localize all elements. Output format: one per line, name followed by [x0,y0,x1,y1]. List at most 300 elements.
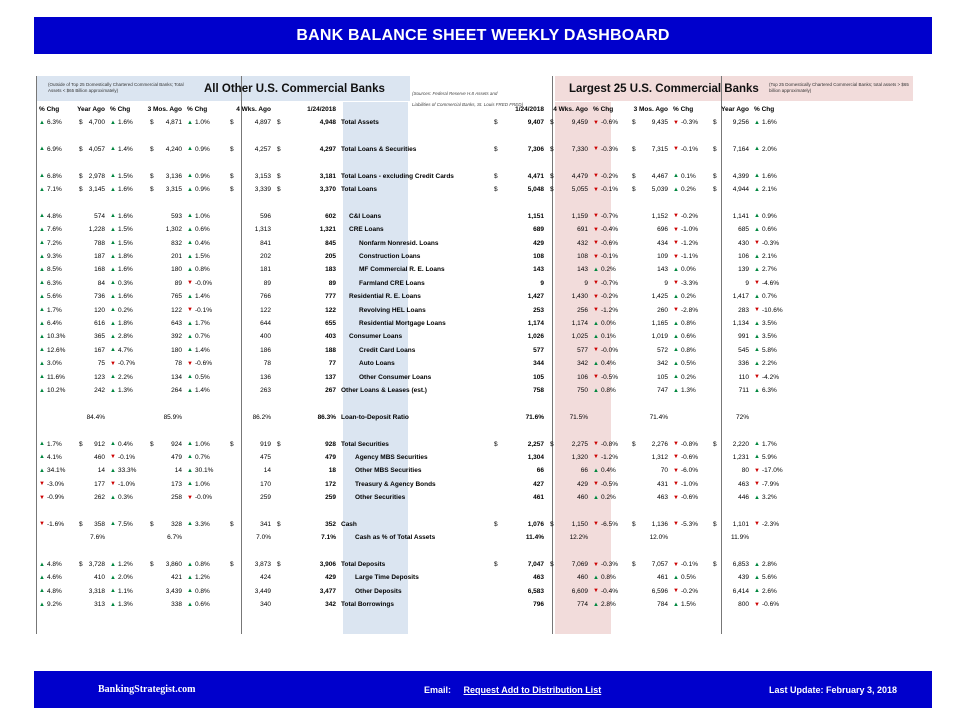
current-value: 4,297 [319,145,336,153]
up-arrow-icon: ▲ [673,601,679,608]
dollar-sign [274,491,282,504]
cell [752,411,760,424]
current-value: 9,407 [527,119,544,127]
pct-change: 1.0% [195,119,210,127]
pct-change: -0.7% [118,360,135,368]
dollar-sign [76,237,84,250]
up-arrow-icon: ▲ [754,574,760,581]
dollar-sign [710,344,718,357]
dollar-sign: $ [632,172,636,180]
down-arrow-icon: ▼ [593,253,599,260]
dollar-sign [274,571,282,584]
dollar-sign [274,277,282,290]
up-arrow-icon: ▲ [673,173,679,180]
pct-change: -3.0% [47,480,64,488]
dollar-sign [274,210,282,223]
down-arrow-icon: ▼ [39,521,45,528]
current-value: 7,306 [527,145,544,153]
source-note-line-1: (Sources: Federal Reserve H.8 Assets and [412,91,498,96]
value: 122 [171,306,182,314]
row-label: Farmland CRE Loans [359,279,425,287]
up-arrow-icon: ▲ [187,266,193,273]
up-arrow-icon: ▲ [754,186,760,193]
pct-change: 0.7% [195,453,210,461]
row-label: Residential R. E. Loans [349,293,421,301]
current-value: 1,076 [527,520,544,528]
current-value: 342 [325,601,336,609]
dollar-sign [274,384,282,397]
balance-sheet-table [37,102,794,611]
row-label: Total Loans & Securities [341,145,417,153]
current-value: 655 [325,320,336,328]
pct-change: 0.8% [195,561,210,569]
dollar-sign [227,237,235,250]
pct-change: -0.2% [601,172,618,180]
down-arrow-icon: ▼ [593,454,599,461]
up-arrow-icon: ▲ [39,574,45,581]
cell [37,531,45,544]
dollar-sign [547,237,555,250]
current-value: 2,257 [527,440,544,448]
up-arrow-icon: ▲ [187,467,193,474]
row-label: Loan-to-Deposit Ratio [341,413,409,421]
value: 14 [174,467,182,475]
dollar-sign [629,237,637,250]
table-row [37,250,794,263]
value: 7,164 [732,145,749,153]
value: 110 [738,373,749,381]
dollar-sign: $ [230,561,234,569]
pct-change: 0.0% [601,320,616,328]
dollar-sign [76,411,84,424]
left-panel-note: (Outside of Top 25 Domestically Chartered Commercial Banks; Total Assets < $65 Billion approximately) [48,82,184,93]
email-label: Email: [424,684,452,695]
value: 1,134 [732,320,749,328]
value: 11.9% [731,534,749,542]
dollar-sign [491,451,499,464]
table-row [37,183,794,196]
value: 6.7% [167,534,182,542]
dollar-sign [710,491,718,504]
dollar-sign [491,290,499,303]
row-label: Nonfarm Nonresid. Loans [359,239,439,247]
dollar-sign: $ [550,520,554,528]
dollar-sign [629,250,637,263]
down-arrow-icon: ▼ [593,240,599,247]
pct-change [679,531,710,544]
up-arrow-icon: ▲ [39,240,45,247]
dollar-sign [491,223,499,236]
value: 3,873 [254,561,271,569]
dollar-sign: $ [713,561,717,569]
value: 338 [171,601,182,609]
up-arrow-icon: ▲ [110,307,116,314]
current-value: 3,906 [319,561,336,569]
value: 1,313 [254,226,271,234]
row-label: Consumer Loans [349,333,403,341]
pct-change: -0.3% [601,561,618,569]
down-arrow-icon: ▼ [673,588,679,595]
source-note-line-2: Liabilities of Commercial Banks, St. Louis FRED FRED) [412,102,524,107]
pct-change: -1.2% [601,453,618,461]
value: 788 [94,239,105,247]
dollar-sign [491,384,499,397]
down-arrow-icon: ▼ [187,280,193,287]
pct-change: -0.1% [601,186,618,194]
dollar-sign [147,585,155,598]
current-value: 1,321 [319,226,336,234]
value: 5,055 [571,186,588,194]
value: 784 [657,601,668,609]
value: 461 [657,574,668,582]
down-arrow-icon: ▼ [673,454,679,461]
row-label: Total Borrowings [341,601,394,609]
dollar-sign [147,451,155,464]
pct-change: 2.8% [118,333,133,341]
down-arrow-icon: ▼ [673,467,679,474]
pct-change: 12.6% [47,346,66,354]
value: 258 [171,494,182,502]
value: 365 [94,333,105,341]
pct-change: 30.1% [195,467,214,475]
pct-change: 4.8% [47,561,62,569]
pct-change: 1.6% [118,212,133,220]
pct-change: 6.4% [47,320,62,328]
pct-change: -0.0% [601,346,618,354]
current-value: 577 [533,346,544,354]
up-arrow-icon: ▲ [187,213,193,220]
pct-change: 6.3% [47,279,62,287]
value: 7.6% [90,534,105,542]
value: 4,467 [651,172,668,180]
current-value: 205 [325,253,336,261]
down-arrow-icon: ▼ [673,481,679,488]
up-arrow-icon: ▲ [39,146,45,153]
dollar-sign [491,585,499,598]
up-arrow-icon: ▲ [187,146,193,153]
table-row [37,290,794,303]
current-value: 1,174 [527,320,544,328]
up-arrow-icon: ▲ [110,146,116,153]
dollar-sign [547,210,555,223]
row-label: Total Securities [341,440,389,448]
up-arrow-icon: ▲ [110,226,116,233]
row-label: Large Time Deposits [355,574,419,582]
up-arrow-icon: ▲ [110,119,116,126]
up-arrow-icon: ▲ [593,320,599,327]
pct-change: 1.4% [118,145,133,153]
up-arrow-icon: ▲ [593,360,599,367]
up-arrow-icon: ▲ [39,320,45,327]
value: 12.0% [649,534,668,542]
pct-change: 7.2% [47,239,62,247]
value: 263 [260,387,271,394]
dollar-sign [76,384,84,397]
dollar-sign [274,250,282,263]
up-arrow-icon: ▲ [187,119,193,126]
down-arrow-icon: ▼ [673,240,679,247]
dollar-sign: $ [550,186,554,194]
value: 109 [657,253,668,261]
value: 1,231 [732,453,749,461]
table-row [37,411,794,424]
up-arrow-icon: ▲ [754,253,760,260]
up-arrow-icon: ▲ [187,454,193,461]
up-arrow-icon: ▲ [110,574,116,581]
dollar-sign [710,223,718,236]
pct-change: -0.4% [601,226,618,234]
dollar-sign: $ [713,186,717,194]
current-value: 108 [533,253,544,261]
value: 2,275 [571,440,588,448]
pct-change: 2.7% [762,266,777,274]
dollar-sign [710,290,718,303]
value: 14 [97,467,105,475]
pct-change: 4.1% [47,453,62,461]
value: 574 [94,212,105,220]
up-arrow-icon: ▲ [39,333,45,340]
spacer-cell [37,397,794,410]
table-row [37,116,794,129]
value: 340 [260,601,271,609]
value: 6,853 [732,561,749,569]
value: 313 [94,601,105,609]
spacer-row [37,504,794,517]
value: 341 [260,520,271,528]
value: 134 [171,373,182,381]
dollar-sign [274,451,282,464]
value: 187 [94,253,105,261]
distribution-list-link[interactable]: Request Add to Distribution List [463,684,602,695]
pct-change: 5.6% [47,293,62,301]
value: 4,897 [254,119,271,127]
dollar-sign: $ [230,440,234,448]
down-arrow-icon: ▼ [673,226,679,233]
dollar-sign [629,303,637,316]
pct-change: -10.6% [762,306,783,314]
dollar-sign [76,531,84,544]
pct-change: -0.0% [195,494,212,502]
current-value: 429 [325,574,336,582]
dollar-sign [491,303,499,316]
row-label: Treasury & Agency Bonds [355,480,436,488]
down-arrow-icon: ▼ [754,601,760,608]
dollar-sign [274,370,282,383]
up-arrow-icon: ▲ [754,213,760,220]
dollar-sign [547,357,555,370]
current-value: 4,471 [527,172,544,180]
dollar-sign [274,598,282,611]
pct-change: 8.5% [47,266,62,274]
column-header: 3 Mos. Ago [633,105,668,113]
value: 71.4% [649,413,668,421]
dollar-sign: $ [713,440,717,448]
current-value: 758 [533,387,544,394]
down-arrow-icon: ▼ [593,374,599,381]
pct-change [760,531,794,544]
current-value: 796 [533,601,544,609]
up-arrow-icon: ▲ [110,494,116,501]
up-arrow-icon: ▲ [187,293,193,300]
dollar-sign [710,585,718,598]
down-arrow-icon: ▼ [754,521,760,528]
current-value: 11.4% [525,534,544,542]
dollar-sign [147,464,155,477]
up-arrow-icon: ▲ [39,588,45,595]
dollar-sign [76,451,84,464]
up-arrow-icon: ▲ [593,574,599,581]
dollar-sign [76,478,84,491]
row-label: Agency MBS Securities [355,453,428,461]
dollar-sign [629,531,637,544]
dollar-sign [547,571,555,584]
value: 545 [738,346,749,354]
dollar-sign [147,250,155,263]
value: 4,871 [165,119,182,127]
down-arrow-icon: ▼ [187,360,193,367]
up-arrow-icon: ▲ [754,119,760,126]
table-row [37,518,794,531]
table-row [37,531,794,544]
row-label: Other Consumer Loans [359,373,432,381]
value: 460 [577,574,588,582]
value: 6,414 [732,587,749,595]
dollar-sign: $ [494,520,498,528]
dollar-sign [227,330,235,343]
dollar-sign [227,263,235,276]
dollar-sign [710,357,718,370]
pct-change: 5.6% [762,574,777,582]
up-arrow-icon: ▲ [187,561,193,568]
value: 173 [171,480,182,488]
table-row [37,277,794,290]
value: 4,700 [88,119,105,127]
down-arrow-icon: ▼ [593,441,599,448]
column-header: 4 Wks. Ago [553,105,588,113]
current-value: 253 [533,306,544,314]
dollar-sign [547,223,555,236]
up-arrow-icon: ▲ [187,173,193,180]
pct-change: -1.2% [601,306,618,314]
value: 430 [738,239,749,247]
dollar-sign [710,237,718,250]
current-value: 3,477 [319,587,336,595]
value: 593 [171,212,182,220]
value: 6,609 [571,587,588,595]
value: 9,459 [571,119,588,127]
table-row [37,451,794,464]
up-arrow-icon: ▲ [39,441,45,448]
up-arrow-icon: ▲ [39,347,45,354]
dollar-sign [227,370,235,383]
current-value: 777 [325,293,336,301]
dollar-sign [274,223,282,236]
value: 460 [94,453,105,461]
down-arrow-icon: ▼ [754,280,760,287]
pct-change: -1.2% [681,239,698,247]
up-arrow-icon: ▲ [754,347,760,354]
dollar-sign [629,223,637,236]
dollar-sign [710,571,718,584]
up-arrow-icon: ▲ [754,333,760,340]
dollar-sign: $ [632,119,636,127]
table-row [37,263,794,276]
value: 2,978 [88,172,105,180]
pct-change: -0.1% [681,145,698,153]
down-arrow-icon: ▼ [593,347,599,354]
dollar-sign: $ [150,440,154,448]
row-label: Total Deposits [341,561,386,569]
value: 919 [260,440,271,448]
up-arrow-icon: ▲ [110,293,116,300]
down-arrow-icon: ▼ [673,253,679,260]
dollar-sign [629,464,637,477]
up-arrow-icon: ▲ [673,266,679,273]
up-arrow-icon: ▲ [187,574,193,581]
value: 1,141 [732,212,749,220]
current-value: 18 [328,467,336,475]
down-arrow-icon: ▼ [673,494,679,501]
pct-change: 0.3% [118,279,133,287]
up-arrow-icon: ▲ [754,454,760,461]
cell [108,531,116,544]
column-header: % Chg [187,105,208,113]
down-arrow-icon: ▼ [754,467,760,474]
spacer-row [37,196,794,209]
right-panel-note: (Top 25 Domestically Chartered Commercial Banks; total assets > $65 billion approximately) [769,82,909,93]
value: 750 [577,387,588,394]
down-arrow-icon: ▼ [593,588,599,595]
dollar-sign [147,411,155,424]
dollar-sign [491,370,499,383]
pct-change: 1.6% [118,266,133,274]
current-value: 143 [533,266,544,274]
value: 283 [738,306,749,314]
value: 1,136 [651,520,668,528]
table-row [37,478,794,491]
pct-change: 1.7% [762,440,777,448]
value: 80 [741,467,749,475]
pct-change: -0.6% [601,119,618,127]
table-row [37,491,794,504]
value: 328 [171,520,182,528]
pct-change: -0.9% [47,494,64,502]
pct-change: 1.5% [681,601,696,609]
pct-change: 0.2% [681,293,696,301]
value: 475 [260,453,271,461]
pct-change: 34.1% [47,467,66,475]
value: 7,330 [571,145,588,153]
dollar-sign: $ [230,145,234,153]
current-value: 1,427 [527,293,544,301]
table-row [37,357,794,370]
value: 9 [745,279,749,287]
dollar-sign [547,290,555,303]
pct-change: 4.6% [47,574,62,582]
column-header: 1/24/2018 [307,105,336,113]
dollar-sign [227,464,235,477]
pct-change: -0.3% [681,119,698,127]
up-arrow-icon: ▲ [110,441,116,448]
pct-change: 1.3% [681,387,696,394]
dollar-sign: $ [277,145,281,153]
dollar-sign [629,370,637,383]
up-arrow-icon: ▲ [187,481,193,488]
pct-change: 2.2% [118,373,133,381]
dollar-sign [76,464,84,477]
current-value: 352 [325,520,336,528]
up-arrow-icon: ▲ [39,467,45,474]
